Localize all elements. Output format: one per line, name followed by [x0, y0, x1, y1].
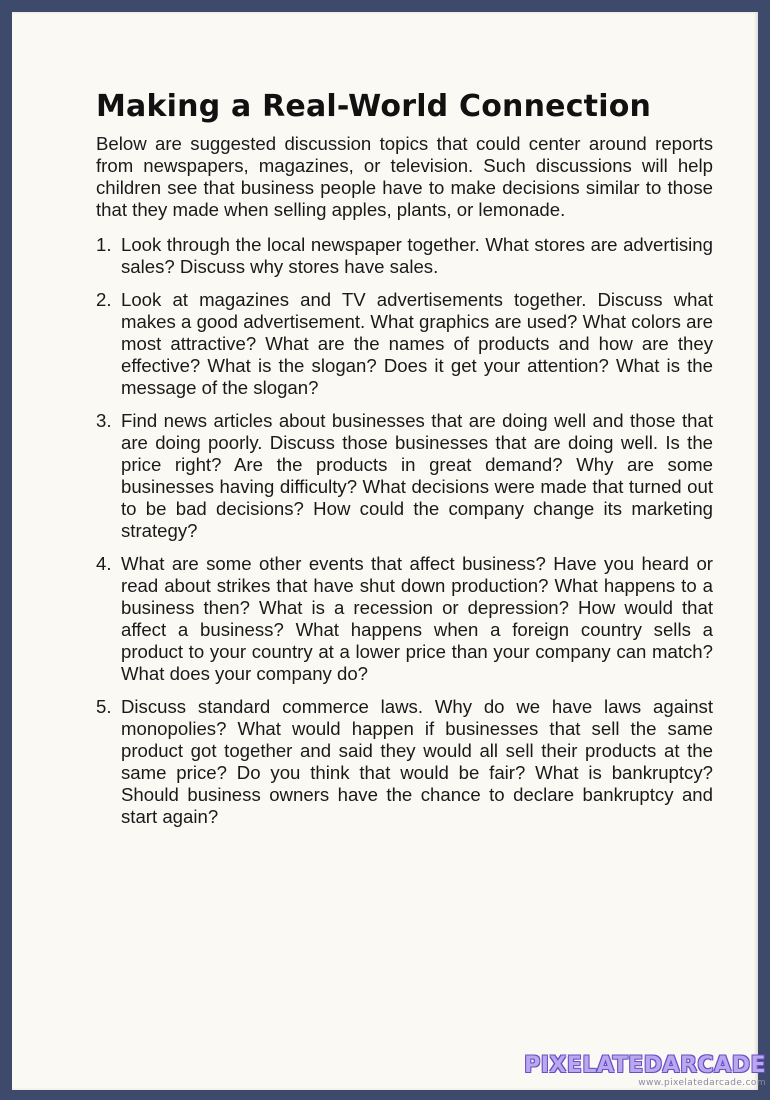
list-item	[96, 234, 713, 278]
list-item-number: 1.	[96, 234, 112, 255]
list-item-number: 5.	[96, 696, 112, 717]
list-item-text: Look at magazines and TV advertisements together. Discuss what makes a good advertisement. What graphics are used? What colors are most attractive? What are the names of products and how are they effective? What is the slogan? Does it get your attention? What is the message of the slogan?	[121, 289, 713, 398]
list-item-number: 4.	[96, 553, 112, 574]
list-item-text: What are some other events that affect business? Have you heard or read about strikes that have shut down production? What happens to a business then? What is a recession or depression? How would that affect a business? What happens when a foreign country sells a product to your country at a lower price than your company can match? What does your company do?	[121, 553, 713, 684]
list-item	[96, 410, 713, 542]
list-item	[96, 553, 713, 685]
list-item-number: 3.	[96, 410, 112, 431]
watermark-logo: PIXELATEDARCADE	[524, 1053, 766, 1078]
list-item-number: 2.	[96, 289, 112, 310]
watermark	[524, 1055, 766, 1088]
list-item	[96, 696, 713, 828]
page-title: Making a Real-World Connection	[96, 89, 652, 124]
manual-page	[12, 12, 758, 1090]
list-item	[96, 289, 713, 399]
page-content	[96, 90, 713, 839]
watermark-url: www.pixelatedarcade.com	[638, 1078, 766, 1088]
intro-paragraph: Below are suggested discussion topics that could center around reports from newspapers, magazines, or television. Such discussions will help children see that business people have to make decisions similar to those that they made when selling apples, plants, or lemonade.	[96, 133, 713, 220]
list-item-text: Look through the local newspaper together. What stores are advertising sales? Discuss why stores have sales.	[121, 234, 713, 277]
list-item-text: Find news articles about businesses that are doing well and those that are doing poorly. Discuss those businesses that are doing well. Is the price right? Are the products in great demand? Why are some businesses having difficulty? What decisions were made that turned out to be bad decisions? How could the company change its marketing strategy?	[121, 410, 713, 541]
list-item-text: Discuss standard commerce laws. Why do we have laws against monopolies? What would happen if businesses that sell the same product got together and said they would all sell their products at the same price? Do you think that would be fair? What is bankruptcy? Should business owners have the chance to declare bankruptcy and start again?	[121, 696, 713, 827]
discussion-topics-list	[96, 234, 713, 828]
